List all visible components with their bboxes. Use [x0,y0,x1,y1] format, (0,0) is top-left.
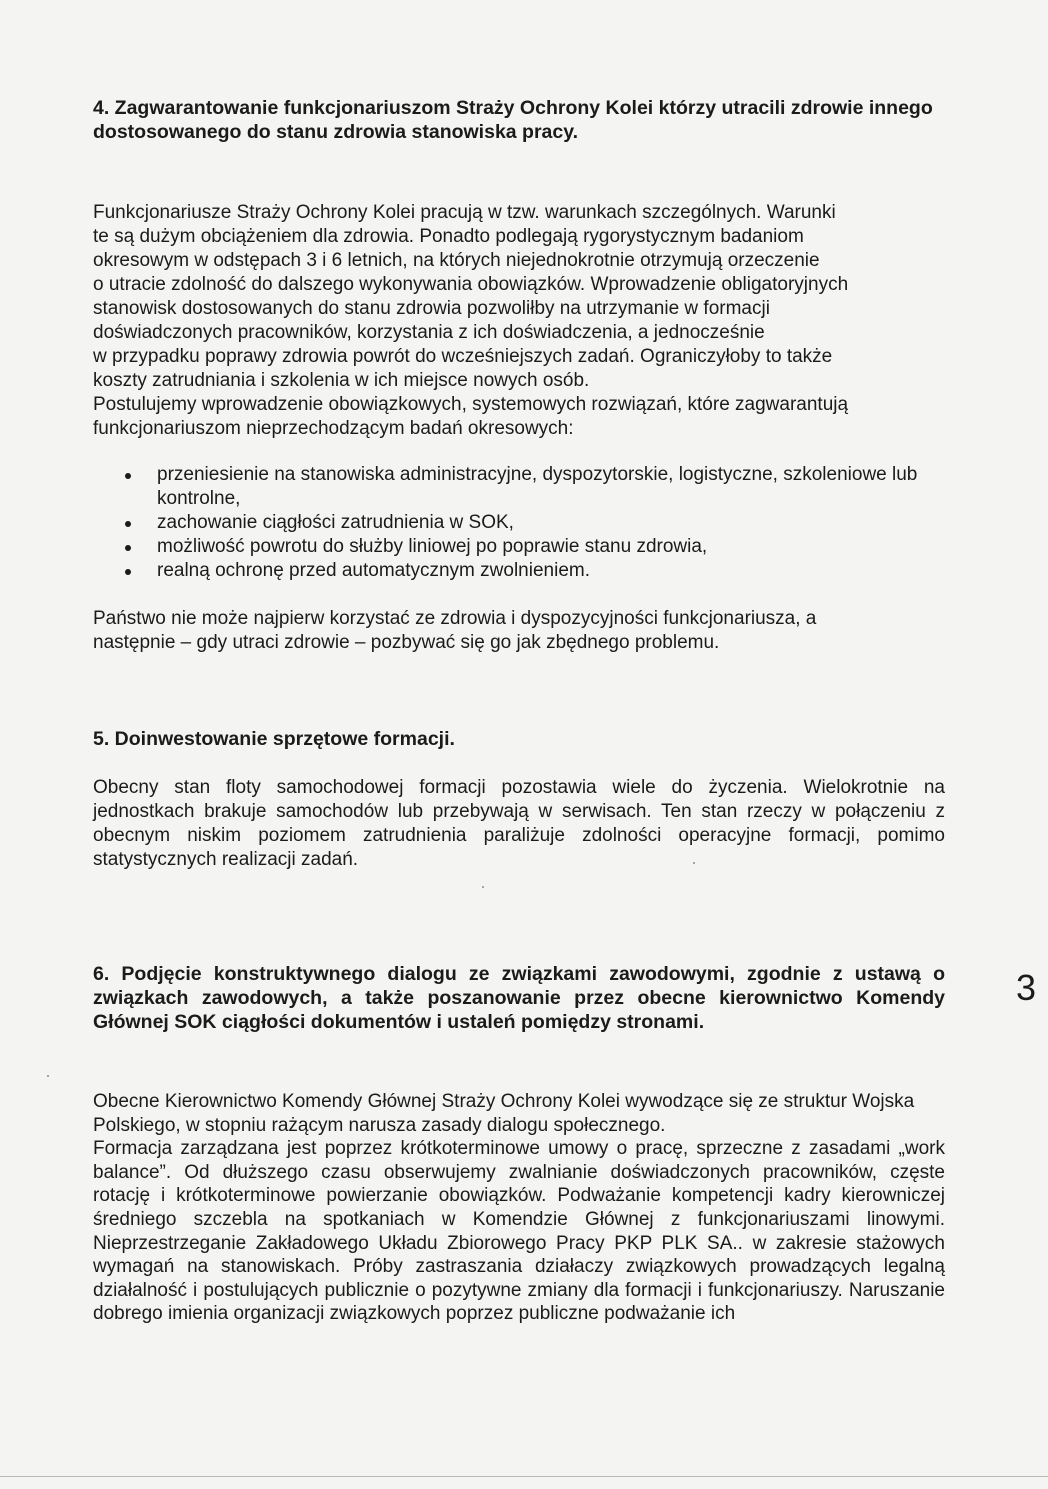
text-line: doświadczonych pracowników, korzystania z ich doświadczenia, a jednocześnie [93,322,765,343]
bullet-icon [125,545,131,551]
text-line: okresowym w odstępach 3 i 6 letnich, na których niejednokrotnie otrzymują orzeczenie [93,250,820,271]
list-item [93,559,945,583]
section-5-heading: 5. Doinwestowanie sprzętowe formacji. [93,728,455,750]
text-line: następnie – gdy utraci zdrowie – pozbywać się go jak zbędnego problemu. [93,632,720,653]
list-item [93,463,945,511]
bullet-list [93,463,945,583]
list-item [93,535,945,559]
list-item-text: możliwość powrotu do służby liniowej po poprawie stanu zdrowia, [157,536,708,557]
scan-edge-line [0,1476,1048,1477]
document-page [93,96,945,1326]
text-line: te są dużym obciążeniem dla zdrowia. Ponadto podlegają rygorystycznym badaniom [93,226,804,247]
section-4-heading: 4. Zagwarantowanie funkcjonariuszom Straży Ochrony Kolei którzy utracili zdrowie innego dostosowanego do stanu zdrowia stanowiska pracy. [93,97,933,143]
list-item-text: realną ochronę przed automatycznym zwolnieniem. [157,560,590,581]
text-line: o utracie zdolność do dalszego wykonywania obowiązków. Wprowadzenie obligatoryjnych [93,274,849,295]
text-line: stanowisk dostosowanych do stanu zdrowia pozwoliłby na utrzymanie w formacji [93,298,770,319]
list-item-text: zachowanie ciągłości zatrudnienia w SOK, [157,512,514,533]
list-item [93,511,945,535]
list-item-text: przeniesienie na stanowiska administracyjne, dyspozytorskie, logistyczne, szkoleniowe lub kontrolne, [157,464,918,509]
section-4-closing [93,607,945,655]
section-6-paragraph-2: Formacja zarządzana jest poprzez krótkoterminowe umowy o pracę, sprzeczne z zasadami „work balance”. Od dłuższego czasu obserwujemy zwalnianie doświadczonych pracowników, częste rotację i krótkoterminowe powierzanie obowiązków. Podważanie kompetencji kadry kierowniczej średniego szczebla na spotkaniach w Komendzie Głównej z funkcjonariuszami linowymi. Nieprzestrzeganie Zakładowego Układu Zbiorowego Pracy PKP PLK SA.. w zakresie stażowych wymagań na stanowiskach. Próby zastraszania działaczy związkowych prowadzących legalną działalność i postulujących publicznie o pozytywne zmiany dla formacji i funkcjonariuszy. Naruszanie dobrego imienia organizacji związkowych poprzez publiczne podważanie ich [93,1138,945,1325]
section-6-heading: 6. Podjęcie konstruktywnego dialogu ze związkami zawodowymi, zgodnie z ustawą o związkach zawodowych, a także poszanowanie przez obecne kierownictwo Komendy Głównej SOK ciągłości dokumentów i ustaleń pomiędzy stronami. [93,963,945,1033]
text-line: w przypadku poprawy zdrowia powrót do wcześniejszych zadań. Ograniczyłoby to także [93,346,833,367]
text-line: Państwo nie może najpierw korzystać ze zdrowia i dyspozycyjności funkcjonariusza, a [93,608,817,629]
section-6-paragraph-1: Obecne Kierownictwo Komendy Głównej Straży Ochrony Kolei wywodzące się ze struktur Wojska Polskiego, w stopniu rażącym narusza zasady dialogu społecznego. [93,1091,915,1136]
bullet-icon [125,569,131,575]
scan-speck [693,862,695,864]
page-number: 3 [1016,967,1037,1008]
scan-speck [482,886,484,888]
text-line: funkcjonariuszom nieprzechodzącym badań okresowych: [93,418,574,439]
text-line: koszty zatrudniania i szkolenia w ich miejsce nowych osób. [93,370,590,391]
section-4-paragraph [93,201,945,441]
scan-speck [47,1075,49,1077]
section-5-paragraph: Obecny stan floty samochodowej formacji pozostawia wiele do życzenia. Wielokrotnie na jednostkach brakuje samochodów lub przebywają w serwisach. Ten stan rzeczy w połączeniu z obecnym niskim poziomem zatrudnienia paraliżuje zdolności operacyjne formacji, pomimo statystycznych realizacji zadań. [93,777,945,870]
bullet-icon [125,473,131,479]
text-line: Postulujemy wprowadzenie obowiązkowych, systemowych rozwiązań, które zagwarantują [93,394,849,415]
text-line: Funkcjonariusze Straży Ochrony Kolei pracują w tzw. warunkach szczególnych. Warunki [93,202,836,223]
bullet-icon [125,521,131,527]
